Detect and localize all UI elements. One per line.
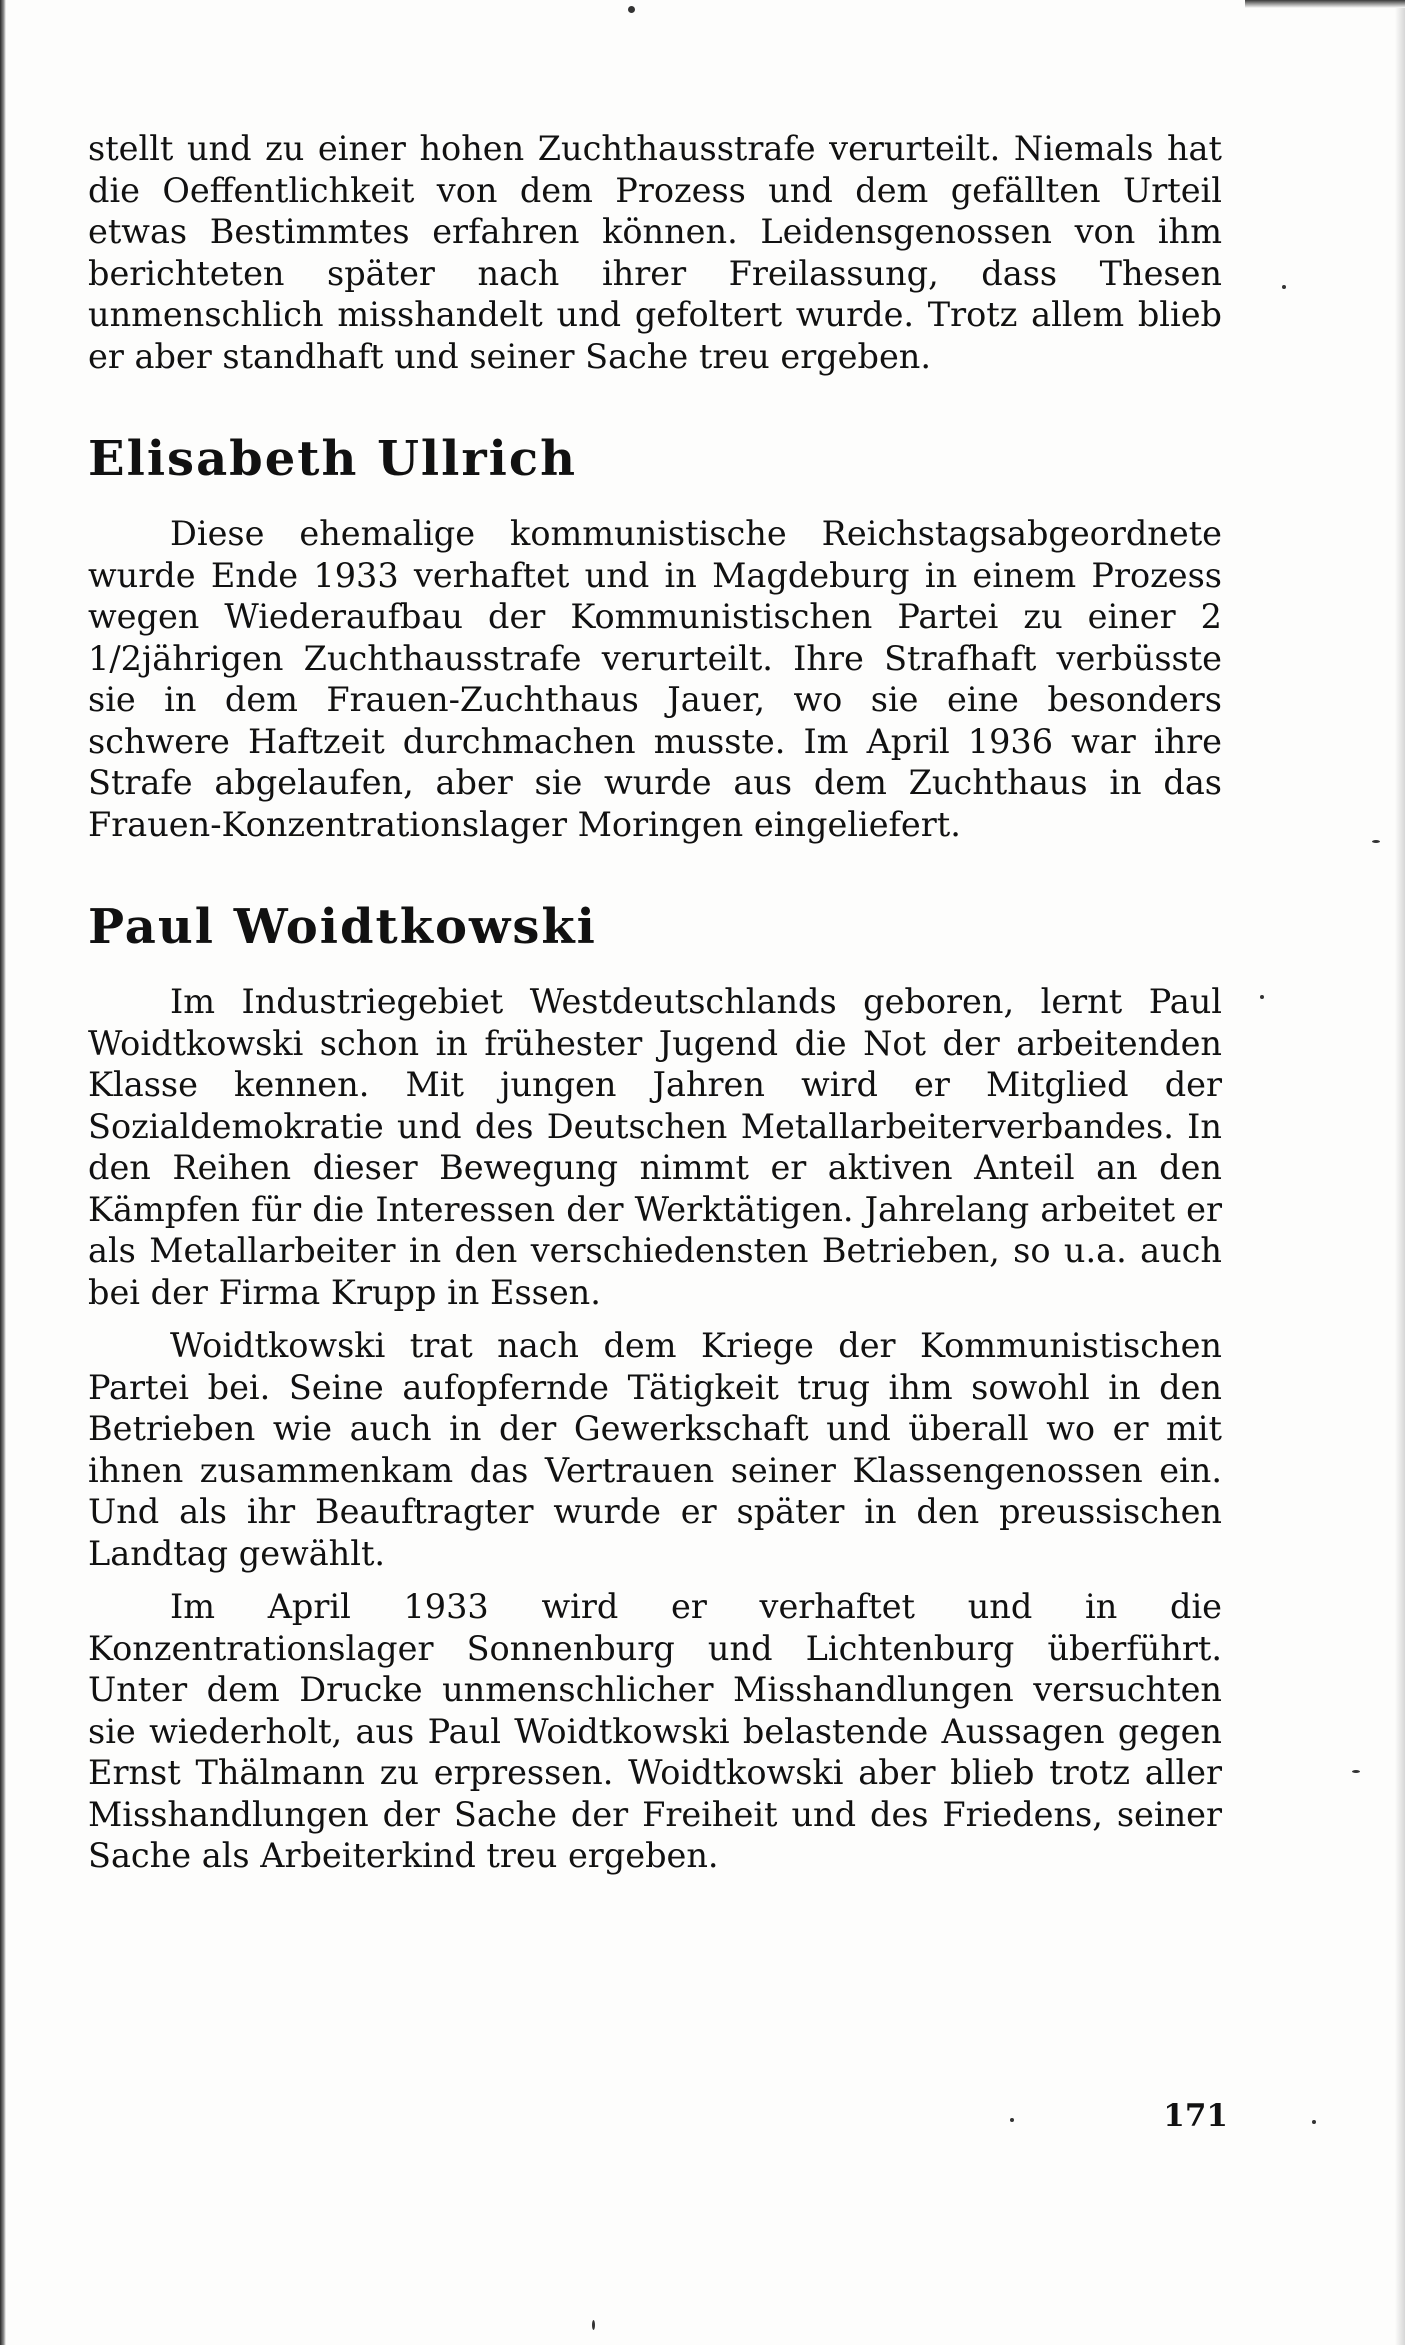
scan-speck bbox=[592, 2320, 595, 2330]
section-paragraph: Diese ehemalige kommunistische Reichstagsabgeordnete wurde Ende 1933 verhaftet und in Magdeburg in einem Prozess wegen Wiederaufbau der Kommunistischen Partei zu einer 2 1/2jährigen Zuchthausstrafe verurteilt. Ihre Strafhaft verbüsste sie in dem Frauen-Zuchthaus Jauer, wo sie eine besonders schwere Haftzeit durchmachen musste. Im April 1936 war ihre Strafe abgelaufen, aber sie wurde aus dem Zuchthaus in das Frauen-Konzentrationslager Moringen eingeliefert. bbox=[88, 514, 1222, 844]
section-heading: Elisabeth Ullrich bbox=[88, 431, 578, 487]
scan-speck bbox=[1352, 1770, 1360, 1773]
section-paragraph: Woidtkowski trat nach dem Kriege der Kommunistischen Partei bei. Seine aufopfernde Tätigkeit trug ihm sowohl in den Betrieben wie auch in der Gewerkschaft und überall wo er mit ihnen zusammenkam das Vertrauen seiner Klassengenossen ein. Und als ihr Beauftragter wurde er später in den preussischen Landtag gewählt. bbox=[88, 1326, 1222, 1573]
scan-speck bbox=[1010, 2118, 1014, 2122]
page-top-edge-shadow bbox=[1245, 0, 1405, 8]
page-number: 171 bbox=[1163, 2098, 1228, 2134]
section-paragraph: Im Industriegebiet Westdeutschlands geboren, lernt Paul Woidtkowski schon in frühester Jugend die Not der arbeitenden Klasse kennen. Mit jungen Jahren wird er Mitglied der Sozialdemokratie und des Deutschen Metallarbeiterverbandes. In den Reihen dieser Bewegung nimmt er aktiven Anteil an den Kämpfen für die Interessen der Werktätigen. Jahrelang arbeitet er als Metallarbeiter in den verschiedensten Betrieben, so u.a. auch bei der Firma Krupp in Essen. bbox=[88, 982, 1222, 1312]
scan-speck bbox=[1282, 285, 1286, 289]
section-paragraph: Im April 1933 wird er verhaftet und in die Konzentrationslager Sonnenburg und Lichtenburg überführt. Unter dem Drucke unmenschlicher Misshandlungen versuchten sie wiederholt, aus Paul Woidtkowski belastende Aussagen gegen Ernst Thälmann zu erpressen. Woidtkowski aber blieb trotz aller Misshandlungen der Sache der Freiheit und des Friedens, seiner Sache als Arbeiterkind treu ergeben. bbox=[88, 1587, 1222, 1875]
scan-speck bbox=[1312, 2120, 1316, 2124]
section-paul-woidtkowski bbox=[88, 899, 1222, 1877]
scan-speck bbox=[628, 6, 635, 13]
scan-speck bbox=[1260, 995, 1264, 999]
page-right-edge-shadow bbox=[1395, 0, 1405, 2345]
section-heading: Paul Woidtkowski bbox=[88, 899, 597, 955]
scan-speck bbox=[1372, 840, 1380, 843]
page-left-edge-shadow bbox=[0, 0, 6, 2345]
page-body bbox=[88, 128, 1222, 1877]
intro-paragraph: stellt und zu einer hohen Zuchthausstrafe verurteilt. Niemals hat die Oeffentlichkeit von dem Prozess und dem gefällten Urteil etwas Bestimmtes erfahren können. Leidensgenossen von ihm berichteten später nach ihrer Freilassung, dass Thesen unmenschlich misshandelt und gefoltert wurde. Trotz allem blieb er aber standhaft und seiner Sache treu ergeben. bbox=[88, 129, 1222, 376]
section-elisabeth-ullrich bbox=[88, 431, 1222, 845]
